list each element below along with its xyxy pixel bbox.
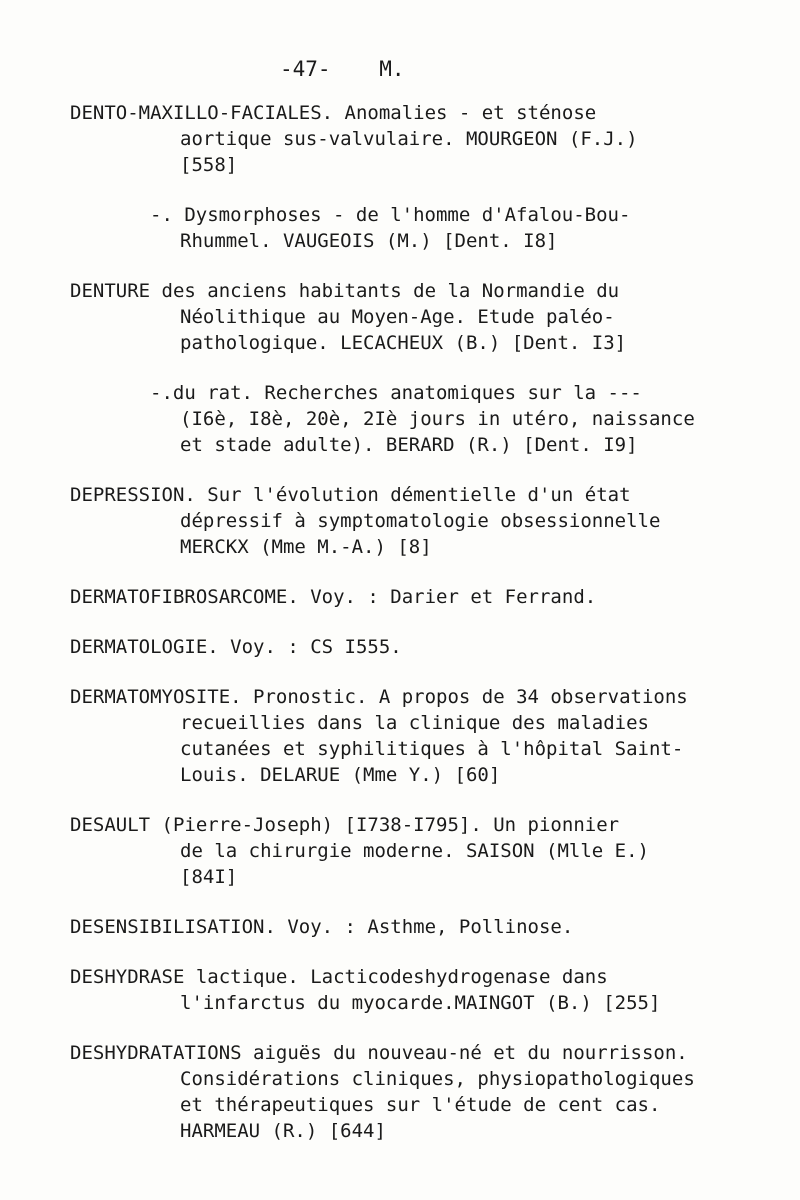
index-entry (70, 1040, 760, 1144)
entry-line: DENTO-MAXILLO-FACIALES. Anomalies - et sténose (70, 102, 597, 124)
entry-line: Néolithique au Moyen-Age. Etude paléo- (180, 306, 615, 328)
entry-line: DESHYDRATATIONS aiguës du nouveau-né et du nourrisson. (70, 1042, 688, 1064)
index-entry (70, 202, 760, 254)
entry-line: DESAULT (Pierre-Joseph) [I738-I795]. Un pionnier (70, 814, 620, 836)
entry-line: dépressif à symptomatologie obsessionnelle (180, 510, 661, 532)
index-entry (70, 380, 760, 458)
index-entry (70, 634, 760, 660)
entry-line: Louis. DELARUE (Mme Y.) [60] (180, 764, 501, 786)
entry-line: DERMATOFIBROSARCOME. Voy. : Darier et Ferrand. (70, 586, 597, 608)
entry-line: DEPRESSION. Sur l'évolution démentielle d'un état (70, 484, 631, 506)
entry-line: [558] (180, 154, 238, 176)
index-entry (70, 584, 760, 610)
index-entry (70, 278, 760, 356)
entry-line: DESHYDRASE lactique. Lacticodeshydrogenase dans (70, 966, 608, 988)
index-entry (70, 100, 760, 178)
index-entries (70, 100, 760, 1168)
entry-line: l'infarctus du myocarde.MAINGOT (B.) [255] (180, 992, 661, 1014)
entry-line: pathologique. LECACHEUX (B.) [Dent. I3] (180, 332, 627, 354)
entry-line: de la chirurgie moderne. SAISON (Mlle E.) (180, 840, 649, 862)
index-entry (70, 964, 760, 1016)
entry-line: MERCKX (Mme M.-A.) [8] (180, 536, 432, 558)
index-entry (70, 482, 760, 560)
entry-line: [84I] (180, 866, 238, 888)
entry-line: Considérations cliniques, physiopathologiques (180, 1068, 695, 1090)
entry-line: DERMATOLOGIE. Voy. : CS I555. (70, 636, 402, 658)
page-header (280, 56, 480, 82)
entry-line: DESENSIBILISATION. Voy. : Asthme, Pollinose. (70, 916, 574, 938)
entry-line: -. Dysmorphoses - de l'homme d'Afalou-Bou- (150, 204, 631, 226)
entry-line: recueillies dans la clinique des maladies (180, 712, 649, 734)
entry-line: DERMATOMYOSITE. Pronostic. A propos de 34 observations (70, 686, 688, 708)
page-number: -47- (280, 57, 331, 81)
entry-line: et stade adulte). BERARD (R.) [Dent. I9] (180, 434, 638, 456)
entry-line: (I6è, I8è, 20è, 2Iè jours in utéro, naissance (180, 408, 695, 430)
index-entry (70, 914, 760, 940)
index-entry (70, 812, 760, 890)
entry-line: DENTURE des anciens habitants de la Normandie du (70, 280, 620, 302)
entry-line: HARMEAU (R.) [644] (180, 1120, 386, 1142)
entry-line: aortique sus-valvulaire. MOURGEON (F.J.) (180, 128, 638, 150)
entry-line: cutanées et syphilitiques à l'hôpital Saint- (180, 738, 684, 760)
section-letter: M. (379, 57, 405, 81)
entry-line: Rhummel. VAUGEOIS (M.) [Dent. I8] (180, 230, 558, 252)
entry-line: -.du rat. Recherches anatomiques sur la --- (150, 382, 642, 404)
entry-line: et thérapeutiques sur l'étude de cent cas. (180, 1094, 661, 1116)
index-entry (70, 684, 760, 788)
